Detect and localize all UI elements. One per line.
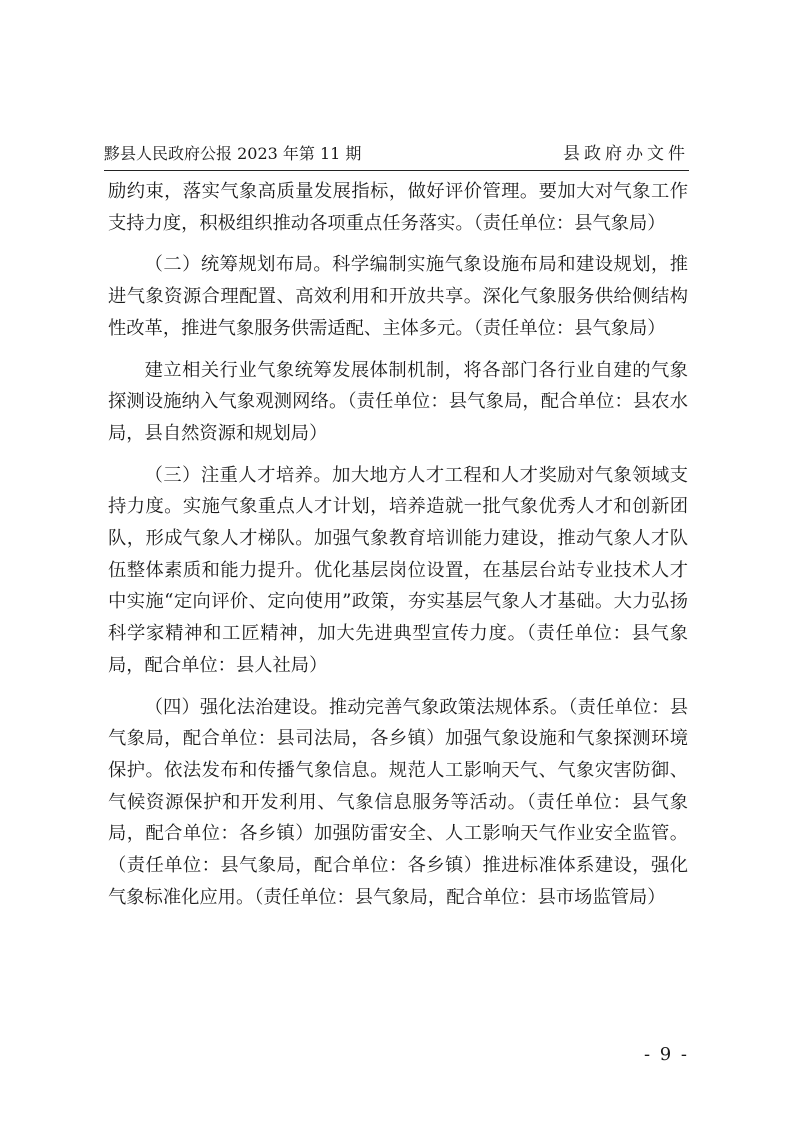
section-heading: （四）强化法治建设。 xyxy=(144,696,329,718)
paragraph-text: 建立相关行业气象统筹发展体制机制，将各部门各行业自建的气象探测设施纳入气象观测网络。（责任单位：县气象局，配合单位：县农水局，县自然资源和规划局） xyxy=(108,359,688,444)
section-heading: （二）统筹规划布局。 xyxy=(144,254,333,276)
paragraph-continuation xyxy=(108,176,688,239)
paragraph-text: 科学编制实施气象设施布局和建设规划，推进气象资源合理配置、高效利用和开放共享。深化气象服务供给侧结构性改革，推进气象服务供需适配、主体多元。（责任单位：县气象局） xyxy=(108,254,689,339)
page-number: - 9 - xyxy=(643,1044,689,1065)
paragraph-text: 加大地方人才工程和人才奖励对气象领域支持力度。实施气象重点人才计划，培养造就一批气象优秀人才和创新团队，形成气象人才梯队。加强气象教育培训能力建设，推动气象人才队伍整体素质和能力提升。优化基层岗位设置，在基层台站专业技术人才中实施“定向评价、定向使用”政策，夯实基层气象人才基础。大力弘扬科学家精神和工匠精神，加大先进典型宣传力度。（责任单位：县气象局，配合单位：县人社局） xyxy=(108,464,689,676)
paragraph-coordination xyxy=(108,355,688,450)
paragraph-section-2 xyxy=(108,249,688,344)
document-body xyxy=(108,176,688,926)
section-heading: （三）注重人才培养。 xyxy=(144,464,333,486)
paragraph-section-4 xyxy=(108,692,688,914)
page-header xyxy=(104,144,689,171)
paragraph-section-3 xyxy=(108,460,688,682)
paragraph-text: 励约束，落实气象高质量发展指标，做好评价管理。要加大对气象工作支持力度，积极组织推动各项重点任务落实。（责任单位：县气象局） xyxy=(108,181,688,234)
bulletin-title: 黟县人民政府公报 2023 年第 11 期 xyxy=(104,144,362,163)
document-category: 县政府办文件 xyxy=(563,144,689,164)
paragraph-text: 推动完善气象政策法规体系。（责任单位：县气象局，配合单位：县司法局，各乡镇）加强气象设施和气象探测环境保护。依法发布和传播气象信息。规范人工影响天气、气象灾害防御、气候资源保护和开发利用、气象信息服务等活动。（责任单位：县气象局，配合单位：各乡镇）加强防雷安全、人工影响天气作业安全监管。（责任单位：县气象局，配合单位：各乡镇）推进标准体系建设，强化气象标准化应用。（责任单位：县气象局，配合单位：县市场监管局） xyxy=(108,696,688,908)
